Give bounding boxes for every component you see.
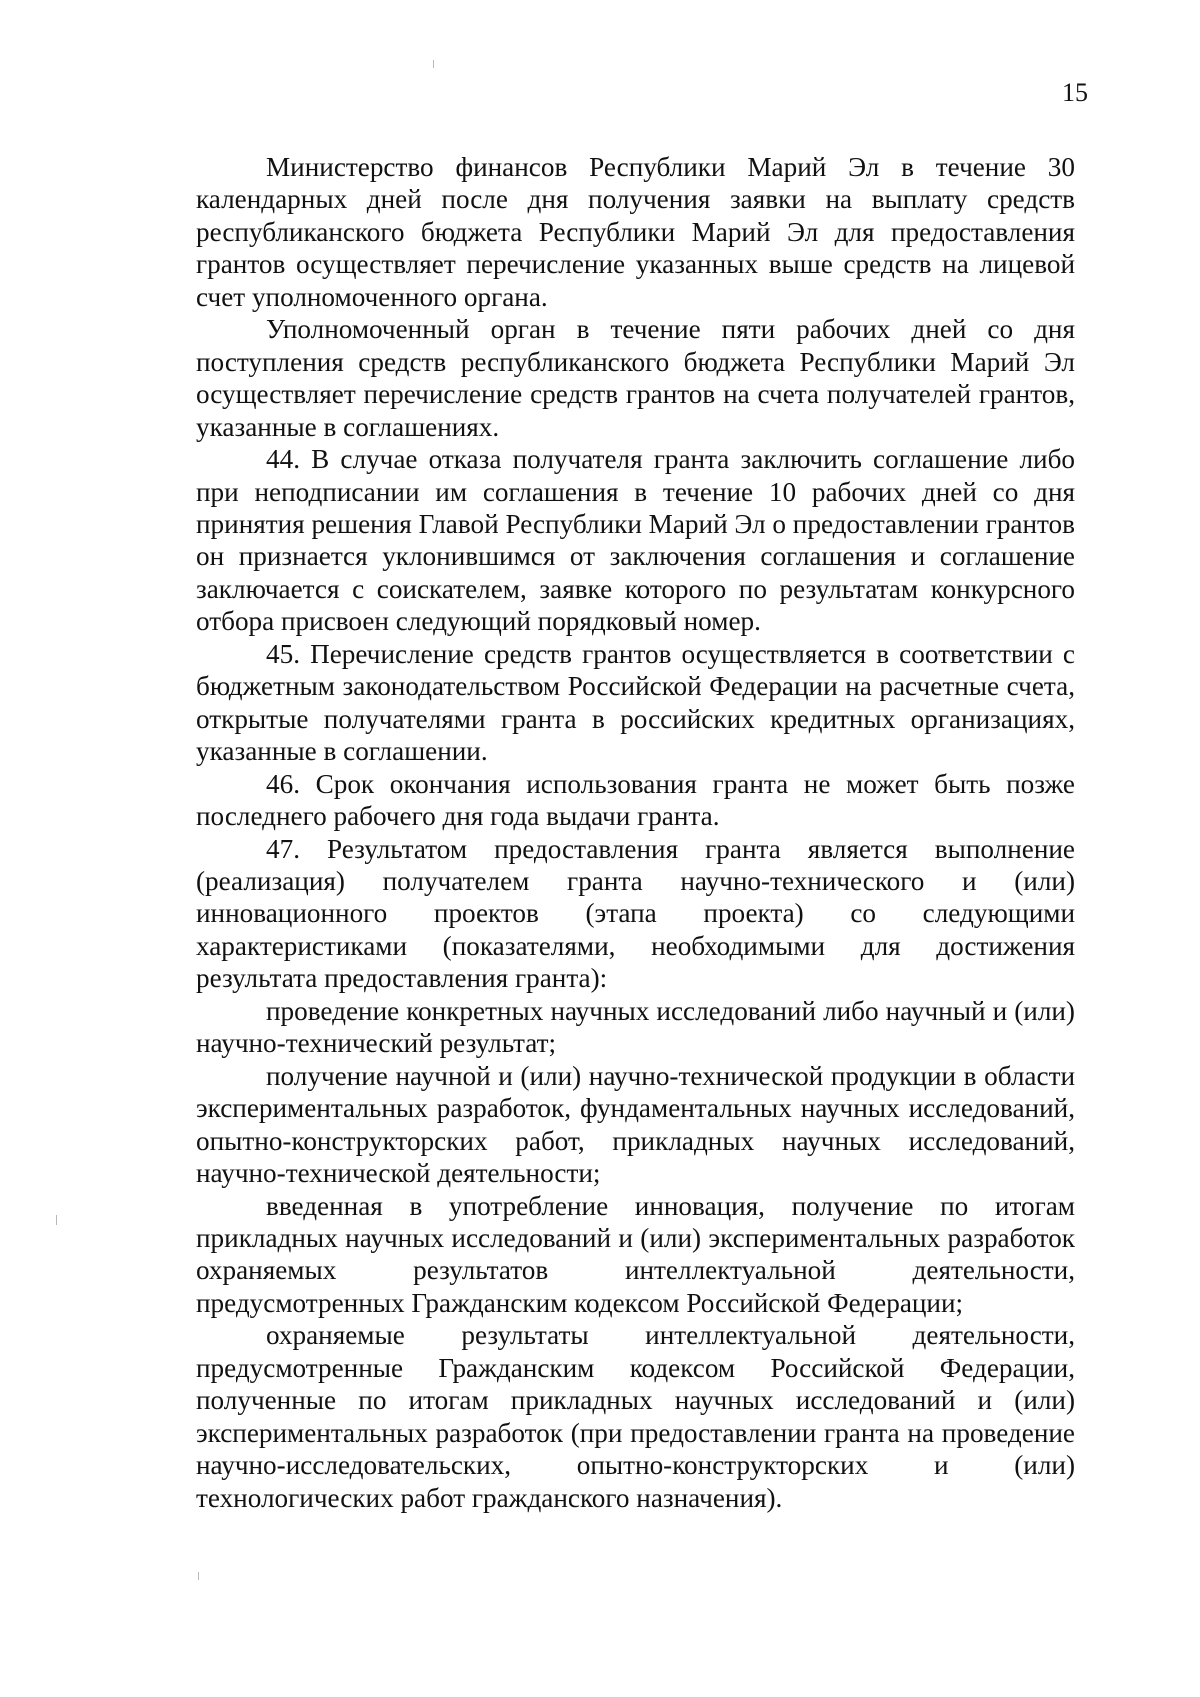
paragraph-45: 45. Перечисление средств грантов осуществляется в соответствии с бюджетным законодательством Российской Федерации на расчетные счета, открытые получателями гранта в российских кредитных организациях, указанные в соглашении. bbox=[196, 638, 1075, 767]
paragraph-47-item-research: проведение конкретных научных исследований либо научный и (или) научно-технический результат; bbox=[196, 995, 1075, 1059]
paragraph-47-item-innovation: введенная в употребление инновация, получение по итогам прикладных научных исследований и (или) экспериментальных разработок охраняемых результатов интеллектуальной деятельности, предусмотренных Гражданским кодексом Российской Федерации; bbox=[196, 1190, 1075, 1318]
scan-mark bbox=[198, 1572, 199, 1580]
scan-mark bbox=[56, 1215, 57, 1225]
paragraph-44: 44. В случае отказа получателя гранта заключить соглашение либо при неподписании им соглашения в течение 10 рабочих дней со дня принятия решения Главой Республики Марий Эл о предоставлении грантов он признается уклонившимся от заключения соглашения и соглашение заключается с соискателем, заявке которого по результатам конкурсного отбора присвоен следующий порядковый номер. bbox=[196, 444, 1075, 637]
paragraph-47-item-ip-results: охраняемые результаты интеллектуальной деятельности, предусмотренные Гражданским кодексом Российской Федерации, полученные по итогам прикладных научных исследований и (или) экспериментальных разработок (при предоставлении гранта на проведение научно-исследовательских, опытно-конструкторских и (или) технологических работ гражданского назначения). bbox=[196, 1320, 1075, 1513]
page-number: 15 bbox=[1062, 78, 1088, 107]
paragraph-authorized-body-transfer: Уполномоченный орган в течение пяти рабочих дней со дня поступления средств республиканского бюджета Республики Марий Эл осуществляет перечисление средств грантов на счета получателей грантов, указанные в соглашениях. bbox=[196, 314, 1075, 442]
paragraph-46: 46. Срок окончания использования гранта не может быть позже последнего рабочего дня года выдачи гранта. bbox=[196, 768, 1075, 832]
paragraph-47: 47. Результатом предоставления гранта является выполнение (реализация) получателем гранта научно-технического и (или) инновационного проектов (этапа проекта) со следующими характеристиками (показателями, необходимыми для достижения результата предоставления гранта): bbox=[196, 833, 1075, 994]
paragraph-ministry-transfer: Министерство финансов Республики Марий Эл в течение 30 календарных дней после дня получения заявки на выплату средств республиканского бюджета Республики Марий Эл для предоставления грантов осуществляет перечисление указанных выше средств на лицевой счет уполномоченного органа. bbox=[196, 152, 1075, 312]
document-body bbox=[196, 151, 1075, 1514]
scan-mark bbox=[433, 60, 434, 68]
paragraph-47-item-products: получение научной и (или) научно-технической продукции в области экспериментальных разработок, фундаментальных научных исследований, опытно-конструкторских работ, прикладных научных исследований, научно-технической деятельности; bbox=[196, 1060, 1075, 1189]
